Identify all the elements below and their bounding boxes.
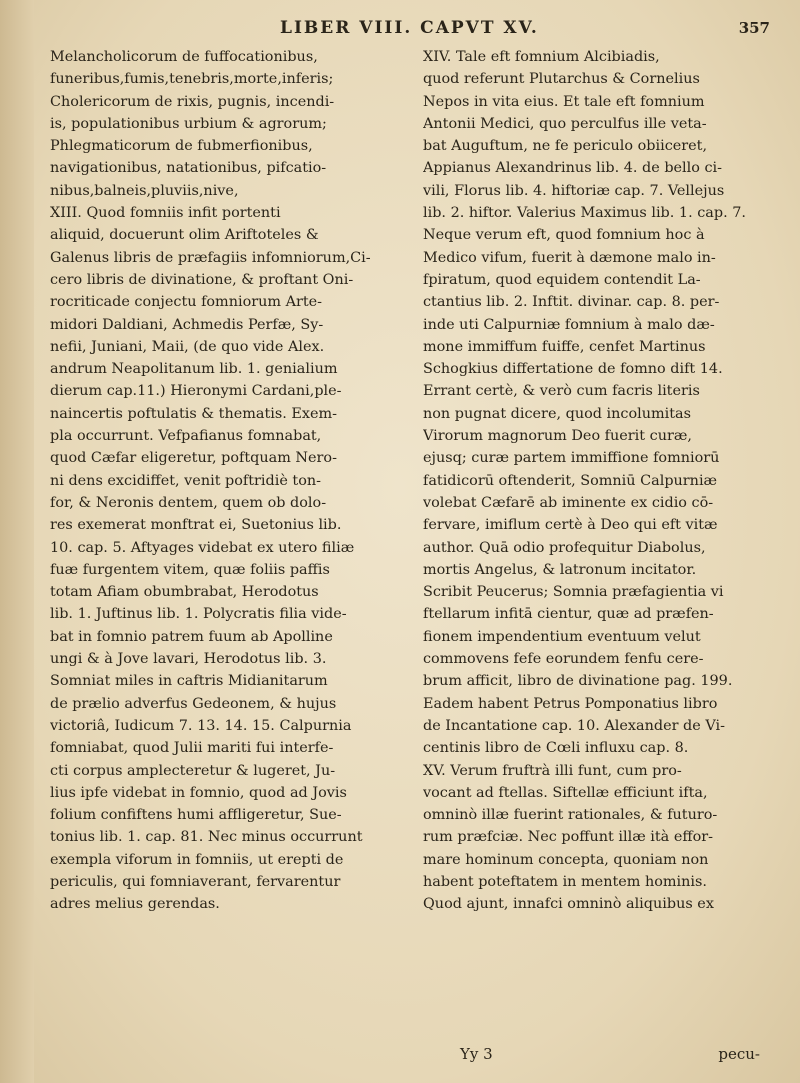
text-line: folium confiftens humi affligeretur, Sue-	[50, 807, 342, 824]
text-line: author. Quā odio profequitur Diabolus,	[423, 539, 706, 556]
text-line: nefii, Juniani, Maii, (de quo vide Alex.	[50, 338, 325, 355]
text-line: Quod ajunt, innafci omninò aliquibus ex	[423, 896, 714, 913]
text-line: totam Afiam obumbrabat, Herodotus	[50, 584, 319, 601]
text-line: fervare, imiflum certè à Deo qui eft vitæ	[423, 517, 718, 534]
text-line: mone immiffum fuiffe, cenfet Martinus	[423, 338, 706, 355]
text-line: habent poteftatem in mentem hominis.	[423, 873, 707, 890]
text-line: bat Auguftum, ne fe periculo obiiceret,	[423, 138, 708, 155]
text-line: mare hominum concepta, quoniam non	[423, 851, 709, 868]
text-line: volebat Cæfarē ab iminente ex cidio cō-	[423, 494, 714, 511]
text-line: fionem impendentium eventuum velut	[423, 628, 701, 645]
text-line: inde uti Calpurniæ fomnium à malo dæ-	[423, 316, 715, 333]
text-line: Phlegmaticorum de fubmerfionibus,	[50, 138, 313, 155]
text-line: fpiratum, quod equidem contendit La-	[423, 271, 701, 288]
text-line: aliquid, docuerunt olim Ariftoteles &	[50, 227, 319, 244]
text-line: cero libris de divinatione, & proftant Oni-	[50, 271, 354, 288]
text-line: lius ipfe videbat in fomnio, quod ad Jovis	[50, 784, 347, 801]
text-line: Eadem habent Petrus Pomponatius libro	[423, 695, 718, 712]
text-line: adres melius gerendas.	[50, 896, 220, 913]
text-line: bat in fomnio patrem fuum ab Apolline	[50, 628, 333, 645]
text-line: vili, Florus lib. 4. hiftoriæ cap. 7. Vellejus	[423, 182, 725, 199]
text-line: Schogkius differtatione de fomno dift 14.	[423, 361, 723, 378]
text-line: mortis Angelus, & latronum incitator.	[423, 561, 697, 578]
text-line: ctantius lib. 2. Inftit. divinar. cap. 8. per-	[423, 294, 720, 311]
text-line: rocriticade conjectu fomniorum Arte-	[50, 294, 323, 311]
text-columns	[50, 46, 778, 916]
text-line: for, & Neronis dentem, quem ob dolo-	[50, 494, 327, 511]
left-column	[50, 46, 405, 916]
text-line: XIV. Tale eft fomnium Alcibiadis,	[423, 49, 660, 65]
text-line: ejusq; curæ partem immiffione fomniorū	[423, 450, 720, 467]
text-line: fuæ furgentem vitem, quæ foliis paffis	[50, 561, 330, 578]
text-line: Appianus Alexandrinus lib. 4. de bello ci-	[423, 160, 723, 177]
page-footer	[460, 1045, 760, 1063]
text-line: periculis, qui fomniaverant, fervarentur	[50, 873, 341, 890]
text-line: quod referunt Plutarchus & Cornelius	[423, 71, 700, 88]
text-line: Melancholicorum de fuffocationibus,	[50, 49, 318, 65]
text-line: dierum cap.11.) Hieronymi Cardani,ple-	[50, 383, 342, 400]
running-header	[50, 18, 778, 44]
text-line: non pugnat dicere, quod incolumitas	[423, 405, 691, 422]
text-line: Antonii Medici, quo perculfus ille veta-	[423, 115, 707, 132]
catchword: pecu-	[718, 1045, 760, 1063]
text-line: commovens fefe eorundem fenfu cere-	[423, 651, 704, 668]
text-line: is, populationibus urbium & agrorum;	[50, 115, 327, 132]
text-line: ftellarum infitā cientur, quæ ad præfen-	[423, 606, 714, 623]
text-line: Virorum magnorum Deo fuerit curæ,	[423, 428, 692, 445]
text-line: fomniabat, quod Julii mariti fui interfe-	[50, 740, 334, 757]
text-line: lib. 2. hiftor. Valerius Maximus lib. 1. cap. 7.	[423, 205, 746, 222]
text-line: de Incantatione cap. 10. Alexander de Vi-	[423, 717, 725, 734]
text-line: rum præfciæ. Nec poffunt illæ ità effor-	[423, 829, 713, 846]
text-line: de prælio adverfus Gedeonem, & hujus	[50, 695, 337, 712]
text-line: Scribit Peucerus; Somnia præfagientia vi	[423, 584, 724, 601]
text-line: omninò illæ fuerint rationales, & futuro-	[423, 807, 718, 824]
text-line: nibus,balneis,pluviis,nive,	[50, 182, 239, 199]
signature-mark: Yy 3	[460, 1045, 493, 1063]
right-column	[423, 46, 778, 916]
text-line: fatidicorū oftenderit, Somniū Calpurniæ	[423, 472, 718, 489]
text-line: XV. Verum fruftrà illi funt, cum pro-	[423, 762, 682, 779]
text-line: lib. 1. Juftinus lib. 1. Polycratis filia vide-	[50, 606, 347, 623]
text-line: naincertis poftulatis & thematis. Exem-	[50, 405, 338, 422]
text-line: Medico vifum, fuerit à dæmone malo in-	[423, 249, 716, 266]
text-line: pla occurrunt. Vefpafianus fomnabat,	[50, 428, 322, 445]
text-line: tonius lib. 1. cap. 81. Nec minus occurrunt	[50, 829, 363, 846]
text-line: Somniat miles in caftris Midianitarum	[50, 673, 328, 690]
text-line: funeribus,fumis,tenebris,morte,inferis;	[50, 71, 334, 88]
text-line: midori Daldiani, Achmedis Perfæ, Sy-	[50, 316, 324, 333]
text-line: Nepos in vita eius. Et tale eft fomnium	[423, 93, 705, 110]
running-title: LIBER VIII. CAPVT XV.	[280, 18, 539, 38]
text-line: centinis libro de Cœli influxu cap. 8.	[423, 740, 689, 757]
binding-shadow	[0, 0, 34, 1083]
text-line: 10. cap. 5. Aftyages videbat ex utero filiæ	[50, 539, 355, 556]
text-line: exempla viforum in fomniis, ut erepti de	[50, 851, 344, 868]
text-line: XIII. Quod fomniis infit portenti	[50, 205, 281, 222]
text-line: quod Cæfar eligeretur, poftquam Nero-	[50, 450, 337, 467]
text-line: Neque verum eft, quod fomnium hoc à	[423, 227, 705, 244]
text-line: vocant ad ftellas. Siftellæ efficiunt ifta,	[423, 784, 708, 801]
text-line: ni dens excidiffet, venit poftridiè ton-	[50, 472, 322, 489]
text-line: cti corpus amplecteretur & lugeret, Ju-	[50, 762, 336, 779]
page-number: 357	[738, 19, 770, 37]
text-line: res exemerat monftrat ei, Suetonius lib.	[50, 517, 342, 534]
text-line: victoriâ, Iudicum 7. 13. 14. 15. Calpurnia	[50, 717, 352, 734]
text-line: ungi & à Jove lavari, Herodotus lib. 3.	[50, 651, 327, 668]
text-line: andrum Neapolitanum lib. 1. genialium	[50, 361, 338, 378]
text-line: brum afficit, libro de divinatione pag. 199.	[423, 673, 733, 690]
text-line: navigationibus, natationibus, pifcatio-	[50, 160, 327, 177]
text-line: Errant certè, & verò cum facris literis	[423, 383, 700, 400]
text-line: Cholericorum de rixis, pugnis, incendi-	[50, 93, 335, 110]
text-line: Galenus libris de præfagiis infomniorum,Ci-	[50, 249, 371, 266]
